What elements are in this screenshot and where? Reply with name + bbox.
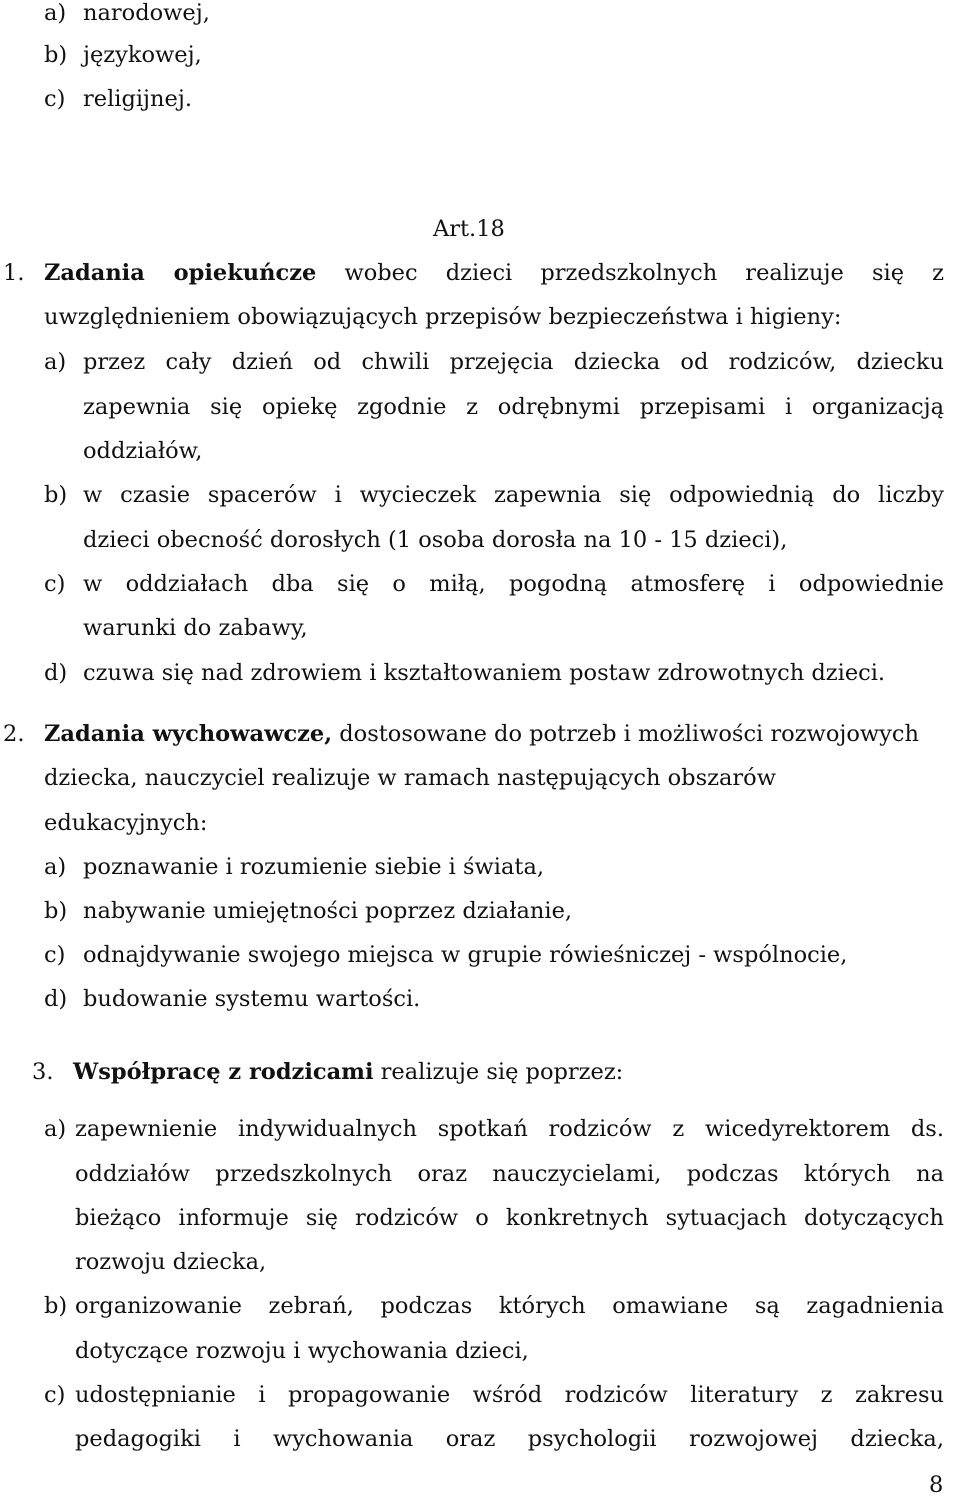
list-label-b: b) — [44, 42, 68, 68]
list-item-jezykowej: językowej, — [83, 42, 202, 68]
section3-intro-line1 — [73, 1057, 623, 1087]
section1-intro-line2: uwzględnieniem obowiązujących przepisów bezpieczeństwa i higieny: — [44, 304, 842, 330]
section3-a-label: a) — [44, 1116, 67, 1142]
section3-c-line2: pedagogiki i wychowania oraz psychologii rozwojowej dziecka, — [75, 1426, 944, 1452]
section3-intro-rest: realizuje się poprzez: — [373, 1059, 624, 1085]
section2-a-text: poznawanie i rozumienie siebie i świata, — [83, 854, 545, 880]
section3-b-line1: organizowanie zebrań, podczas których omawiane są zagadnienia — [75, 1293, 944, 1319]
section1-c-line2: warunki do zabawy, — [83, 615, 308, 641]
section1-number: 1. — [3, 260, 25, 286]
section1-a-line2: zapewnia się opiekę zgodnie z odrębnymi przepisami i organizacją — [83, 394, 944, 420]
section1-b-line2: dzieci obecność dorosłych (1 osoba dorosła na 10 - 15 dzieci), — [83, 527, 788, 553]
section3-b-label: b) — [44, 1293, 68, 1319]
section1-a-line3: oddziałów, — [83, 438, 203, 464]
section1-a-label: a) — [44, 349, 67, 375]
section3-c-label: c) — [44, 1382, 66, 1408]
section2-intro-line3: edukacyjnych: — [44, 810, 208, 836]
page-number: 8 — [929, 1472, 944, 1498]
section2-b-text: nabywanie umiejętności poprzez działanie, — [83, 898, 573, 924]
list-label-a: a) — [44, 0, 67, 26]
section1-b-line1: w czasie spacerów i wycieczek zapewnia się odpowiednią do liczby — [83, 482, 944, 508]
section2-d-text: budowanie systemu wartości. — [83, 986, 421, 1012]
section2-a-label: a) — [44, 854, 67, 880]
section2-heading: Zadania wychowawcze, — [44, 721, 333, 747]
list-label-c: c) — [44, 86, 66, 112]
section1-a-line1: przez cały dzień od chwili przejęcia dziecka od rodziców, dziecku — [83, 349, 944, 375]
section2-number: 2. — [3, 721, 25, 747]
section1-c-line1: w oddziałach dba się o miłą, pogodną atmosferę i odpowiednie — [83, 571, 944, 597]
list-item-religijnej: religijnej. — [83, 86, 192, 112]
article-heading: Art.18 — [433, 216, 505, 242]
section3-a-line1: zapewnienie indywidualnych spotkań rodziców z wicedyrektorem ds. — [75, 1116, 944, 1142]
section3-a-line3: bieżąco informuje się rodziców o konkretnych sytuacjach dotyczących — [75, 1205, 944, 1231]
section1-intro-line1 — [44, 258, 944, 288]
section3-c-line1: udostępnianie i propagowanie wśród rodziców literatury z zakresu — [75, 1382, 944, 1408]
section1-d-line1: czuwa się nad zdrowiem i kształtowaniem postaw zdrowotnych dzieci. — [83, 660, 886, 686]
section3-heading: Współpracę z rodzicami — [73, 1059, 374, 1085]
section3-number: 3. — [32, 1059, 54, 1085]
section1-heading: Zadania opiekuńcze — [44, 260, 317, 286]
section1-c-label: c) — [44, 571, 66, 597]
section2-c-text: odnajdywanie swojego miejsca w grupie rówieśniczej - wspólnocie, — [83, 942, 848, 968]
section2-b-label: b) — [44, 898, 68, 924]
section2-intro-rest: dostosowane do potrzeb i możliwości rozwojowych — [332, 721, 919, 747]
section1-intro-rest: wobec dzieci przedszkolnych realizuje się z — [316, 260, 944, 286]
section2-intro-line1 — [44, 719, 919, 749]
section3-a-line2: oddziałów przedszkolnych oraz nauczycielami, podczas których na — [75, 1161, 944, 1187]
section2-d-label: d) — [44, 986, 68, 1012]
section2-intro-line2: dziecka, nauczyciel realizuje w ramach następujących obszarów — [44, 765, 776, 791]
section2-c-label: c) — [44, 942, 66, 968]
section3-a-line4: rozwoju dziecka, — [75, 1249, 267, 1275]
section3-b-line2: dotyczące rozwoju i wychowania dzieci, — [75, 1338, 529, 1364]
section1-d-label: d) — [44, 660, 68, 686]
list-item-narodowej: narodowej, — [83, 0, 210, 26]
section1-b-label: b) — [44, 482, 68, 508]
